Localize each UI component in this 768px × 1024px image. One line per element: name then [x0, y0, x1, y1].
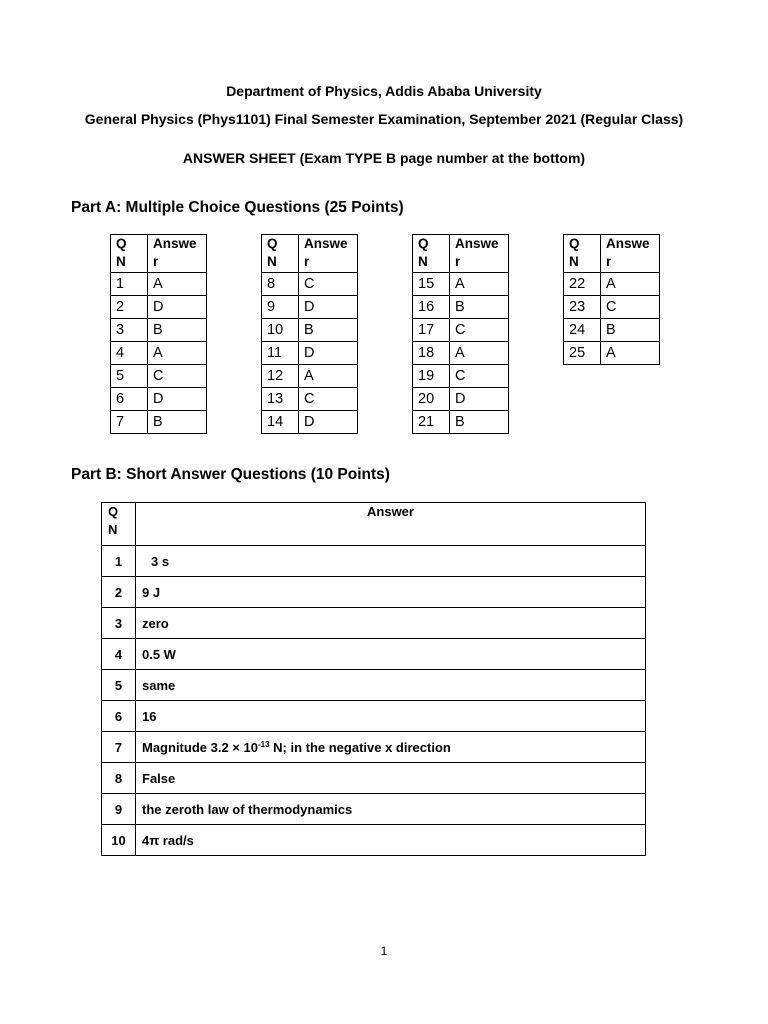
table-row	[413, 388, 509, 411]
part-b-title: Part B: Short Answer Questions (10 Points)	[71, 466, 390, 483]
qn-header: Q N	[262, 235, 299, 273]
table-row	[102, 794, 646, 825]
answer-cell: A	[450, 342, 509, 365]
question-number: 3	[102, 608, 136, 639]
question-number: 22	[564, 273, 601, 296]
answer-cell: A	[601, 342, 660, 365]
table-row	[111, 411, 207, 434]
table-row	[564, 296, 660, 319]
answer-cell: A	[450, 273, 509, 296]
table-row	[102, 732, 646, 763]
table-row	[102, 701, 646, 732]
question-number: 23	[564, 296, 601, 319]
table-row	[102, 608, 646, 639]
answer-cell: C	[148, 365, 207, 388]
answer-cell: B	[148, 411, 207, 434]
page-number: 1	[380, 944, 388, 958]
table-row	[111, 365, 207, 388]
answer-cell: D	[299, 296, 358, 319]
question-number: 8	[102, 763, 136, 794]
answer-cell: C	[601, 296, 660, 319]
answer-cell: C	[299, 388, 358, 411]
question-number: 3	[111, 319, 148, 342]
mc-table-4	[563, 234, 660, 365]
answer-cell: B	[450, 296, 509, 319]
table-row	[262, 296, 358, 319]
answer-cell: D	[148, 296, 207, 319]
question-number: 5	[111, 365, 148, 388]
qn-header: Q N	[111, 235, 148, 273]
answer-header: Answe r	[148, 235, 207, 273]
question-number: 11	[262, 342, 299, 365]
question-number: 5	[102, 670, 136, 701]
table-row	[262, 273, 358, 296]
answer-header: Answe r	[299, 235, 358, 273]
question-number: 9	[102, 794, 136, 825]
question-number: 21	[413, 411, 450, 434]
mc-table-2	[261, 234, 358, 434]
qn-header: Q N	[102, 503, 136, 546]
short-answer-table	[101, 502, 646, 856]
question-number: 13	[262, 388, 299, 411]
answer-header: Answe r	[601, 235, 660, 273]
answer-cell: A	[148, 273, 207, 296]
table-row	[102, 577, 646, 608]
question-number: 15	[413, 273, 450, 296]
table-row	[262, 388, 358, 411]
table-row	[413, 296, 509, 319]
question-number: 16	[413, 296, 450, 319]
answer-text: 3 s	[151, 553, 170, 569]
question-number: 4	[111, 342, 148, 365]
answer-cell: D	[299, 342, 358, 365]
answer-cell: the zeroth law of thermodynamics	[136, 794, 646, 825]
answer-cell: C	[450, 319, 509, 342]
table-row	[564, 273, 660, 296]
answer-cell: zero	[136, 608, 646, 639]
answer-text: Magnitude 3.2 × 10	[142, 739, 258, 755]
question-number: 14	[262, 411, 299, 434]
answer-cell: D	[450, 388, 509, 411]
question-number: 6	[111, 388, 148, 411]
qn-header: Q N	[413, 235, 450, 273]
table-row	[413, 273, 509, 296]
answer-cell: B	[450, 411, 509, 434]
answer-cell: C	[299, 273, 358, 296]
table-row	[111, 342, 207, 365]
answer-cell: D	[148, 388, 207, 411]
question-number: 10	[102, 825, 136, 856]
answer-cell: D	[299, 411, 358, 434]
table-row	[102, 639, 646, 670]
part-a-title: Part A: Multiple Choice Questions (25 Points)	[71, 199, 404, 216]
question-number: 8	[262, 273, 299, 296]
question-number: 6	[102, 701, 136, 732]
table-row	[564, 342, 660, 365]
exponent: -13	[257, 739, 270, 749]
answer-cell: B	[299, 319, 358, 342]
table-row	[111, 388, 207, 411]
table-row	[413, 411, 509, 434]
answer-sheet-title: ANSWER SHEET (Exam TYPE B page number at the bottom)	[182, 150, 586, 166]
question-number: 7	[111, 411, 148, 434]
question-number: 1	[102, 546, 136, 577]
question-number: 10	[262, 319, 299, 342]
table-row	[413, 342, 509, 365]
table-row	[102, 825, 646, 856]
question-number: 1	[111, 273, 148, 296]
question-number: 25	[564, 342, 601, 365]
answer-cell: C	[450, 365, 509, 388]
mc-table-1	[110, 234, 207, 434]
answer-cell: B	[148, 319, 207, 342]
mc-table-3	[412, 234, 509, 434]
question-number: 7	[102, 732, 136, 763]
answer-cell: A	[601, 273, 660, 296]
question-number: 12	[262, 365, 299, 388]
answer-cell	[136, 546, 646, 577]
answer-header: Answe r	[450, 235, 509, 273]
table-row	[413, 319, 509, 342]
answer-cell: same	[136, 670, 646, 701]
answer-cell: 4π rad/s	[136, 825, 646, 856]
exam-title: General Physics (Phys1101) Final Semester Examination, September 2021 (Regular Class)	[84, 111, 684, 127]
answer-cell: B	[601, 319, 660, 342]
table-row	[564, 319, 660, 342]
question-number: 17	[413, 319, 450, 342]
question-number: 2	[102, 577, 136, 608]
table-row	[262, 365, 358, 388]
department-title: Department of Physics, Addis Ababa University	[226, 83, 542, 99]
answer-cell: 0.5 W	[136, 639, 646, 670]
answer-cell: A	[148, 342, 207, 365]
question-number: 4	[102, 639, 136, 670]
question-number: 24	[564, 319, 601, 342]
answer-cell: 9 J	[136, 577, 646, 608]
answer-cell: A	[299, 365, 358, 388]
table-row	[262, 342, 358, 365]
answer-cell: False	[136, 763, 646, 794]
answer-cell: 16	[136, 701, 646, 732]
answer-cell	[136, 732, 646, 763]
table-row	[111, 273, 207, 296]
table-row	[102, 546, 646, 577]
question-number: 18	[413, 342, 450, 365]
question-number: 20	[413, 388, 450, 411]
answer-text-suffix: N; in the negative x direction	[269, 739, 451, 755]
table-row	[262, 411, 358, 434]
qn-header: Q N	[564, 235, 601, 273]
question-number: 2	[111, 296, 148, 319]
question-number: 9	[262, 296, 299, 319]
table-row	[413, 365, 509, 388]
table-row	[102, 763, 646, 794]
question-number: 19	[413, 365, 450, 388]
table-row	[262, 319, 358, 342]
answer-header: Answer	[136, 503, 646, 546]
table-row	[111, 296, 207, 319]
table-row	[111, 319, 207, 342]
table-row	[102, 670, 646, 701]
